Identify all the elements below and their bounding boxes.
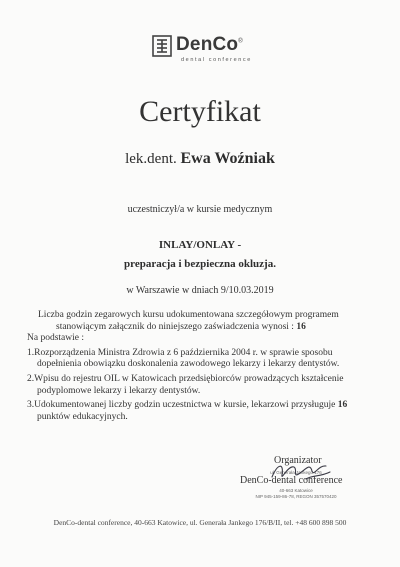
hours-value: 16 [296,321,306,332]
course-title [0,236,400,274]
stamp-line-3: NIP 945-159-86-78, REGON 357570420 [255,494,337,499]
recipient-prefix: lek.dent. [125,151,177,167]
signature-block [236,455,381,507]
logo-subtitle: dental conference [181,57,252,63]
basis-item-3 [27,400,377,423]
course-title-line-1: INLAY/ONLAY - [158,239,242,251]
education-points-value: 16 [337,400,348,411]
basis-list [27,348,377,424]
basis-item-2: 2.Wpisu do rejestru OIL w Katowicach przedsiębiorców prowadzących kształcenie podyplomowe lekarzy i lekarzy dentystów. [27,373,344,396]
basis-item-1: 1.Rozporządzenia Ministra Zdrowia z 6 października 2004 r. w sprawie sposobu dopełnienia obowiązku doskonalenia zawodowego lekarzy i lekarzy dentystów. [27,347,340,370]
organizer-name: DenCo-dental conference [240,475,343,486]
recipient [0,150,400,168]
course-date: w Warszawie w dniach 9/10.03.2019 [126,285,274,296]
hours-line-2: stanowiącym załącznik do niniejszego zaświadczenia wynosi : [56,321,294,332]
denco-logo-mark-icon [152,35,172,57]
certificate-title: Certyfikat [139,95,261,128]
recipient-name: Ewa Woźniak [180,150,275,167]
hours-line-1: Liczba godzin zegarowych kursu udokumentowana szczegółowym programem [38,310,339,320]
denco-logo [152,33,262,67]
footer-address: DenCo-dental conference, 40-663 Katowice, ul. Generała Jankego 176/B/II, tel. +48 600 898 500 [53,518,347,527]
stamp-line-2: 40-663 Katowice [279,488,313,493]
basis-item-3-text: 3.Udokumentowanej liczby godzin uczestnictwa w kursie, lekarzowi przysługuje [27,400,336,411]
hours-paragraph [27,310,377,333]
certificate-body [27,310,377,426]
handwritten-signature [266,457,336,487]
basis-item-3-suffix: punktów edukacyjnych. [37,411,128,422]
logo-wordmark: DenCo® [176,34,243,55]
organizer-role: Organizator [274,455,322,466]
participation-line: uczestniczył/a w kursie medycznym [127,204,273,215]
stamp-line-1: ul. Generała Jankego 176 [270,470,322,475]
course-title-line-2: preparacja i bezpieczna okluzja. [124,258,276,270]
basis-label: Na podstawie : [27,333,84,344]
